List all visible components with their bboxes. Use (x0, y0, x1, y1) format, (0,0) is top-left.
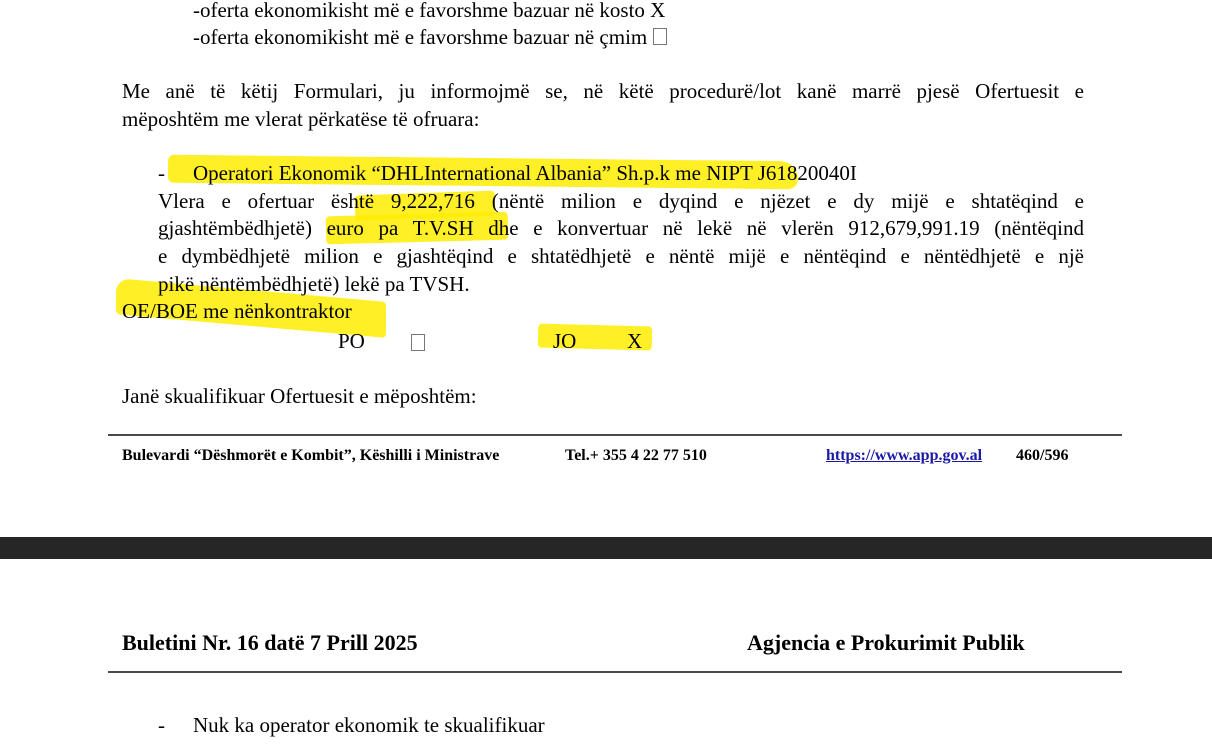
option-yes-label: PO (338, 329, 365, 353)
checkbox-empty-icon (653, 28, 667, 45)
footer-website-link[interactable]: https://www.app.gov.al (826, 447, 983, 464)
subcontractor-label: OE/BOE me nënkontraktor (122, 299, 352, 323)
option-yes-checkbox-icon (411, 334, 425, 351)
bulletin-header-title: Buletini Nr. 16 datë 7 Prill 2025 (122, 630, 418, 655)
document-page-461 (0, 559, 1212, 753)
criteria-price-label: -oferta ekonomikisht më e favorshme bazuar në çmim (193, 25, 648, 49)
disqualified-item: Nuk ka operator ekonomik te skualifikuar (193, 713, 545, 737)
bidder-bullet: - (158, 161, 165, 185)
criteria-price-option (193, 24, 667, 51)
bidder-operator-line: Operatori Ekonomik “DHLInternational Albania” Sh.p.k me NIPT J61820040I (193, 161, 857, 185)
disqualified-bullet: - (158, 713, 165, 737)
option-no-label: JO (553, 329, 577, 353)
bulletin-header-agency: Agjencia e Prokurimit Publik (747, 630, 1025, 655)
offer-value-line: pikë nëntëmbëdhjetë) lekë pa TVSH. (158, 272, 470, 296)
header-divider (108, 671, 1122, 673)
offer-value-line: e dymbëdhjetë milion e gjashtëqind e shtatëdhjetë e nëntë mijë e nëntëqind e nëntëdhjetë e një (158, 244, 1084, 268)
page-separator (0, 537, 1212, 559)
disqualified-heading: Janë skualifikuar Ofertuesit e mëposhtëm: (122, 384, 477, 408)
footer-page-number: 460/596 (1016, 447, 1069, 464)
option-no-mark: X (627, 329, 643, 353)
footer-address: Bulevardi “Dëshmorët e Kombit”, Këshilli i Ministrave (122, 447, 500, 464)
footer-divider (108, 434, 1122, 436)
offer-value-line: Vlera e ofertuar është 9,222,716 (nëntë milion e dyqind e njëzet e dy mijë e shtatëqind e (158, 189, 1084, 213)
criteria-cost-option: -oferta ekonomikisht më e favorshme bazuar në kosto X (193, 0, 666, 22)
intro-paragraph-line: Me anë të këtij Formulari, ju informojmë se, në këtë procedurë/lot kanë marrë pjesë Ofertuesit e (122, 79, 1084, 103)
footer-phone: Tel.+ 355 4 22 77 510 (565, 447, 707, 464)
offer-value-line: gjashtëmbëdhjetë) euro pa T.V.SH dhe e konvertuar në lekë në vlerën 912,679,991.19 (nëntëqind (158, 216, 1084, 240)
footer-link-wrapper (826, 447, 982, 465)
intro-paragraph-line: mëposhtëm me vlerat përkatëse të ofruara: (122, 107, 480, 131)
